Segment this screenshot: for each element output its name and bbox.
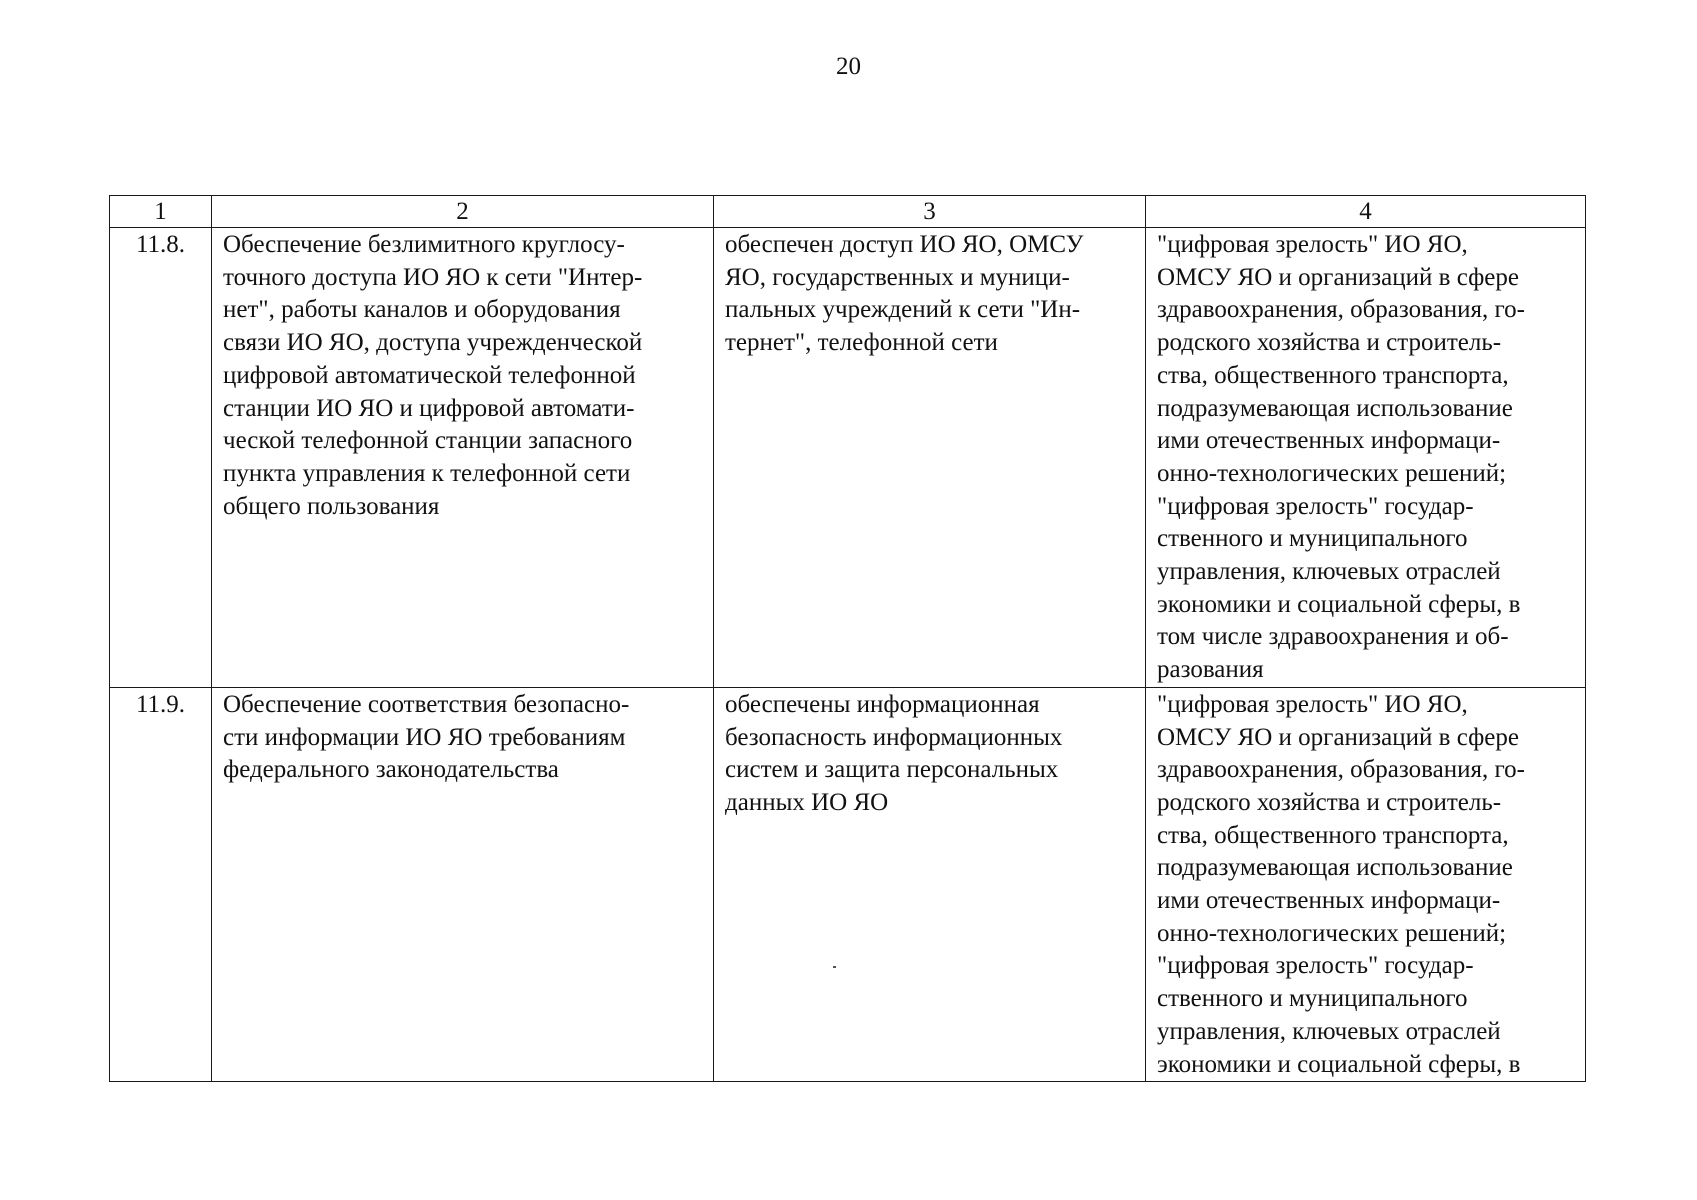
text-line: здравоохранения, образования, го- <box>1157 756 1525 784</box>
text-line: сти информации ИО ЯО требованиям <box>223 723 626 751</box>
text-line: цифровой автоматической телефонной <box>223 361 636 389</box>
text-line: нет", работы каналов и оборудования <box>223 296 621 324</box>
text-line: Обеспечение безлимитного круглосу- <box>223 231 625 258</box>
text-line: обеспечены информационная <box>725 690 1040 718</box>
text-line: подразумевающая использование <box>1157 394 1513 422</box>
text-line: родского хозяйства и строитель- <box>1157 788 1502 816</box>
text-line: станции ИО ЯО и цифровой автомати- <box>223 394 635 422</box>
column-header-2: 2 <box>212 196 714 228</box>
text-line: связи ИО ЯО, доступа учрежденческой <box>223 329 643 357</box>
text-line: безопасность информационных <box>725 723 1063 751</box>
text-line: точного доступа ИО ЯО к сети "Интер- <box>223 263 643 291</box>
row-number: 11.8. <box>110 228 212 688</box>
table-header-row <box>110 196 1586 228</box>
text-line: ственного и муниципального <box>1157 985 1468 1013</box>
text-line: ЯО, государственных и муници- <box>725 263 1070 291</box>
text-line: родского хозяйства и строитель- <box>1157 329 1502 357</box>
text-line: "цифровая зрелость" государ- <box>1157 952 1474 980</box>
text-line: онно-технологических решений; <box>1157 919 1507 947</box>
text-line: ими отечественных информаци- <box>1157 427 1501 455</box>
text-line: разования <box>1157 656 1264 684</box>
activity-cell <box>212 228 714 688</box>
row-number: 11.9. <box>110 687 212 1081</box>
text-line: "цифровая зрелость" ИО ЯО, <box>1157 690 1468 718</box>
text-line: ства, общественного транспорта, <box>1157 821 1509 849</box>
text-line: федерального законодательства <box>223 756 559 784</box>
table-row <box>110 687 1586 1081</box>
text-line: данных ИО ЯО <box>725 788 889 816</box>
activity-cell <box>212 687 714 1081</box>
text-line: ими отечественных информаци- <box>1157 887 1501 915</box>
text-line: здравоохранения, образования, го- <box>1157 296 1525 324</box>
text-line: общего пользования <box>223 492 440 520</box>
text-line: пункта управления к телефонной сети <box>223 459 631 487</box>
text-line: экономики и социальной сферы, в <box>1157 1050 1521 1078</box>
text-line: управления, ключевых отраслей <box>1157 1017 1501 1045</box>
table-row <box>110 228 1586 688</box>
goal-cell <box>1146 687 1586 1081</box>
text-line: подразумевающая использование <box>1157 854 1513 882</box>
text-line: "цифровая зрелость" ИО ЯО, <box>1157 231 1468 258</box>
column-header-1: 1 <box>110 196 212 228</box>
text-line: управления, ключевых отраслей <box>1157 558 1501 586</box>
text-line: "цифровая зрелость" государ- <box>1157 492 1474 520</box>
column-header-3: 3 <box>714 196 1146 228</box>
result-cell <box>714 687 1146 1081</box>
text-line: ческой телефонной станции запасного <box>223 427 633 455</box>
column-header-4: 4 <box>1146 196 1586 228</box>
text-line: ОМСУ ЯО и организаций в сфере <box>1157 263 1519 291</box>
text-line: обеспечен доступ ИО ЯО, ОМСУ <box>725 231 1084 258</box>
page-number: 20 <box>836 53 861 80</box>
text-line: тернет", телефонной сети <box>725 329 998 357</box>
text-line: пальных учреждений к сети "Ин- <box>725 296 1081 324</box>
text-line: Обеспечение соответствия безопасно- <box>223 690 630 718</box>
text-line: онно-технологических решений; <box>1157 459 1507 487</box>
text-line: экономики и социальной сферы, в <box>1157 590 1521 618</box>
document-table <box>109 195 1586 1082</box>
text-line: ства, общественного транспорта, <box>1157 361 1509 389</box>
scan-speck <box>833 966 836 968</box>
goal-cell <box>1146 228 1586 688</box>
text-line: ОМСУ ЯО и организаций в сфере <box>1157 723 1519 751</box>
result-cell <box>714 228 1146 688</box>
text-line: том числе здравоохранения и об- <box>1157 623 1509 651</box>
text-line: ственного и муниципального <box>1157 525 1468 553</box>
text-line: систем и защита персональных <box>725 756 1059 784</box>
